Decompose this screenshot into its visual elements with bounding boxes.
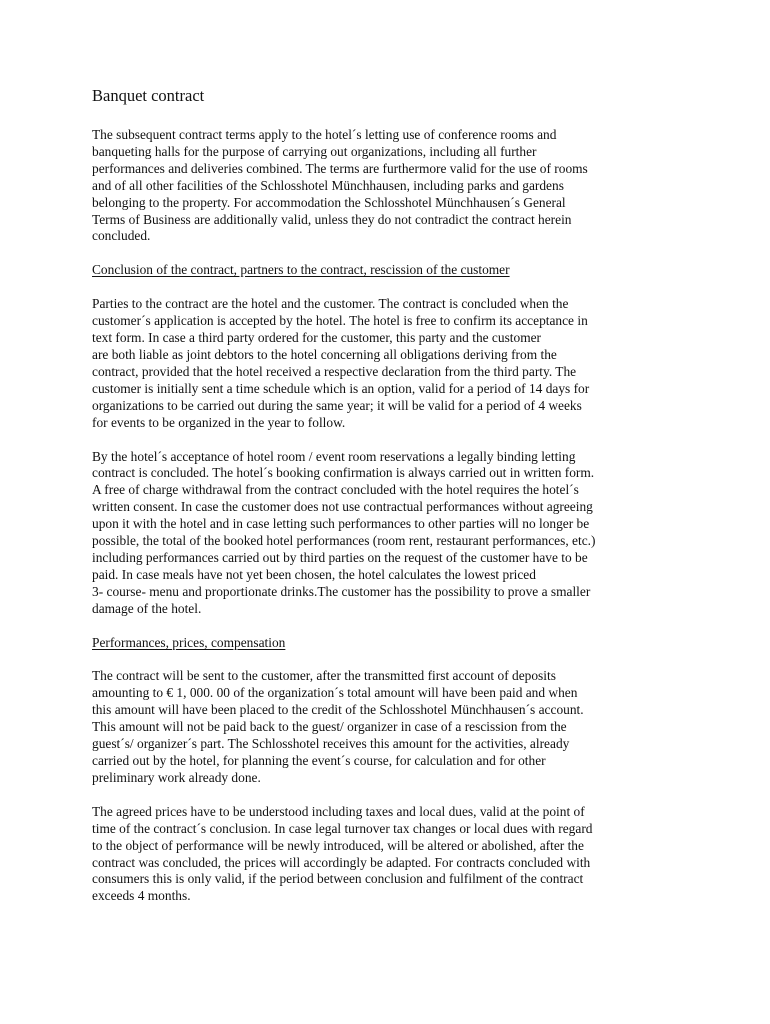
intro-paragraph	[92, 127, 690, 245]
text-line: damage of the hotel.	[92, 600, 202, 616]
text-line: text form. In case a third party ordered for the customer, this party and the customer	[92, 330, 542, 346]
text-line: amounting to € 1, 000. 00 of the organization´s total amount will have been paid and when	[92, 685, 578, 701]
text-line: 3- course- menu and proportionate drinks.The customer has the possibility to prove a smaller	[92, 583, 591, 599]
text-line: time of the contract´s conclusion. In case legal turnover tax changes or local dues with regard	[92, 820, 593, 836]
performances-paragraph-1	[92, 668, 690, 786]
text-line: performances and deliveries combined. The terms are furthermore valid for the use of rooms	[92, 160, 588, 176]
text-line: banqueting halls for the purpose of carrying out organizations, including all further	[92, 143, 537, 159]
text-line: exceeds 4 months.	[92, 888, 191, 904]
text-line: carried out by the hotel, for planning the event´s course, for calculation and for other	[92, 753, 546, 768]
text-line: paid. In case meals have not yet been chosen, the hotel calculates the lowest priced	[92, 566, 536, 582]
text-line: Parties to the contract are the hotel and the customer. The contract is concluded when the	[92, 296, 569, 312]
text-line: contract, provided that the hotel received a respective declaration from the third party. The	[92, 363, 577, 379]
text-line: A free of charge withdrawal from the contract concluded with the hotel requires the hotel´s	[92, 482, 579, 498]
text-line: guest´s/ organizer´s part. The Schlosshotel receives this amount for the activities, already	[92, 736, 570, 752]
text-line: The subsequent contract terms apply to the hotel´s letting use of conference rooms and	[92, 127, 557, 142]
conclusion-paragraph-2	[92, 449, 690, 618]
text-line: customer´s application is accepted by the hotel. The hotel is free to confirm its acceptance in	[92, 313, 588, 329]
text-line: and of all other facilities of the Schlosshotel Münchhausen, including parks and gardens	[92, 177, 564, 193]
text-line: consumers this is only valid, if the period between conclusion and fulfilment of the contract	[92, 871, 584, 887]
performances-paragraph-2	[92, 804, 690, 905]
text-line: this amount will have been placed to the credit of the Schlosshotel Münchhausen´s account.	[92, 702, 584, 718]
text-line: contract is concluded. The hotel´s booking confirmation is always carried out in written form.	[92, 465, 595, 481]
conclusion-paragraph-1	[92, 296, 690, 431]
text-line: The contract will be sent to the customer, after the transmitted first account of deposits	[92, 668, 556, 684]
text-line: for events to be organized in the year to follow.	[92, 414, 346, 430]
text-line: to the object of performance will be newly introduced, will be altered or abolished, after the	[92, 837, 584, 853]
text-line: The agreed prices have to be understood including taxes and local dues, valid at the point of	[92, 803, 585, 819]
text-line: are both liable as joint debtors to the hotel concerning all obligations deriving from the	[92, 346, 557, 362]
text-line: belonging to the property. For accommodation the Schlosshotel Münchhausen´s General	[92, 194, 566, 210]
text-line: customer is initially sent a time schedule which is an option, valid for a period of 14 days for	[92, 380, 590, 396]
section-heading-performances: Performances, prices, compensation	[92, 634, 286, 650]
text-line: written consent. In case the customer does not use contractual performances without agreeing	[92, 499, 593, 515]
text-line: organizations to be carried out during the same year; it will be valid for a period of 4 weeks	[92, 397, 582, 413]
text-line: Terms of Business are additionally valid, unless they do not contradict the contract herein	[92, 211, 572, 227]
text-line: concluded.	[92, 228, 151, 244]
text-line: possible, the total of the booked hotel performances (room rent, restaurant performances, etc.)	[92, 533, 596, 549]
text-line: including performances carried out by third parties on the request of the customer have to be	[92, 549, 588, 565]
text-line: preliminary work already done.	[92, 769, 261, 785]
section-heading-conclusion: Conclusion of the contract, partners to the contract, rescission of the customer	[92, 262, 510, 278]
document-title: Banquet contract	[92, 86, 205, 105]
text-line: By the hotel´s acceptance of hotel room / event room reservations a legally binding letting	[92, 448, 576, 464]
text-line: contract was concluded, the prices will accordingly be adapted. For contracts concluded with	[92, 854, 591, 870]
text-line: upon it with the hotel and in case letting such performances to other parties will no longer be	[92, 516, 590, 532]
text-line: This amount will not be paid back to the guest/ organizer in case of a rescission from the	[92, 719, 567, 735]
